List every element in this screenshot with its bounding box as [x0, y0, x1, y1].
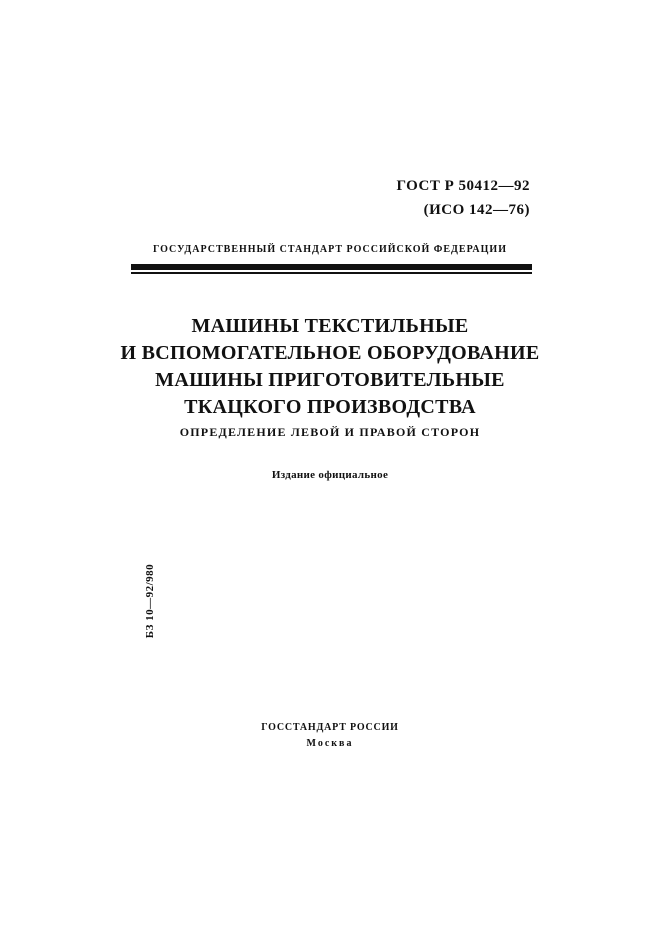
title-line-3: МАШИНЫ ПРИГОТОВИТЕЛЬНЫЕ	[155, 369, 505, 391]
state-standard-heading: ГОСУДАРСТВЕННЫЙ СТАНДАРТ РОССИЙСКОЙ ФЕДЕРАЦИИ	[153, 244, 507, 255]
side-code-text: БЗ 10—92/980	[144, 563, 156, 639]
edition-note: Издание официальное	[271, 469, 389, 481]
title-line-2: И ВСПОМОГАТЕЛЬНОЕ ОБОРУДОВАНИЕ	[120, 342, 540, 364]
publisher: ГОССТАНДАРТ РОССИИ	[261, 722, 399, 733]
header-divider-thin	[131, 272, 532, 274]
document-title	[110, 313, 550, 421]
header-divider-thick	[131, 264, 532, 270]
document-subtitle: ОПРЕДЕЛЕНИЕ ЛЕВОЙ И ПРАВОЙ СТОРОН	[179, 425, 481, 439]
iso-number: (ИСО 142—76)	[423, 202, 530, 218]
title-line-1: МАШИНЫ ТЕКСТИЛЬНЫЕ	[191, 315, 469, 337]
side-code	[140, 560, 160, 650]
publication-city: Москва	[306, 738, 354, 749]
gost-number: ГОСТ Р 50412—92	[396, 178, 530, 194]
title-line-4: ТКАЦКОГО ПРОИЗВОДСТВА	[184, 396, 476, 418]
